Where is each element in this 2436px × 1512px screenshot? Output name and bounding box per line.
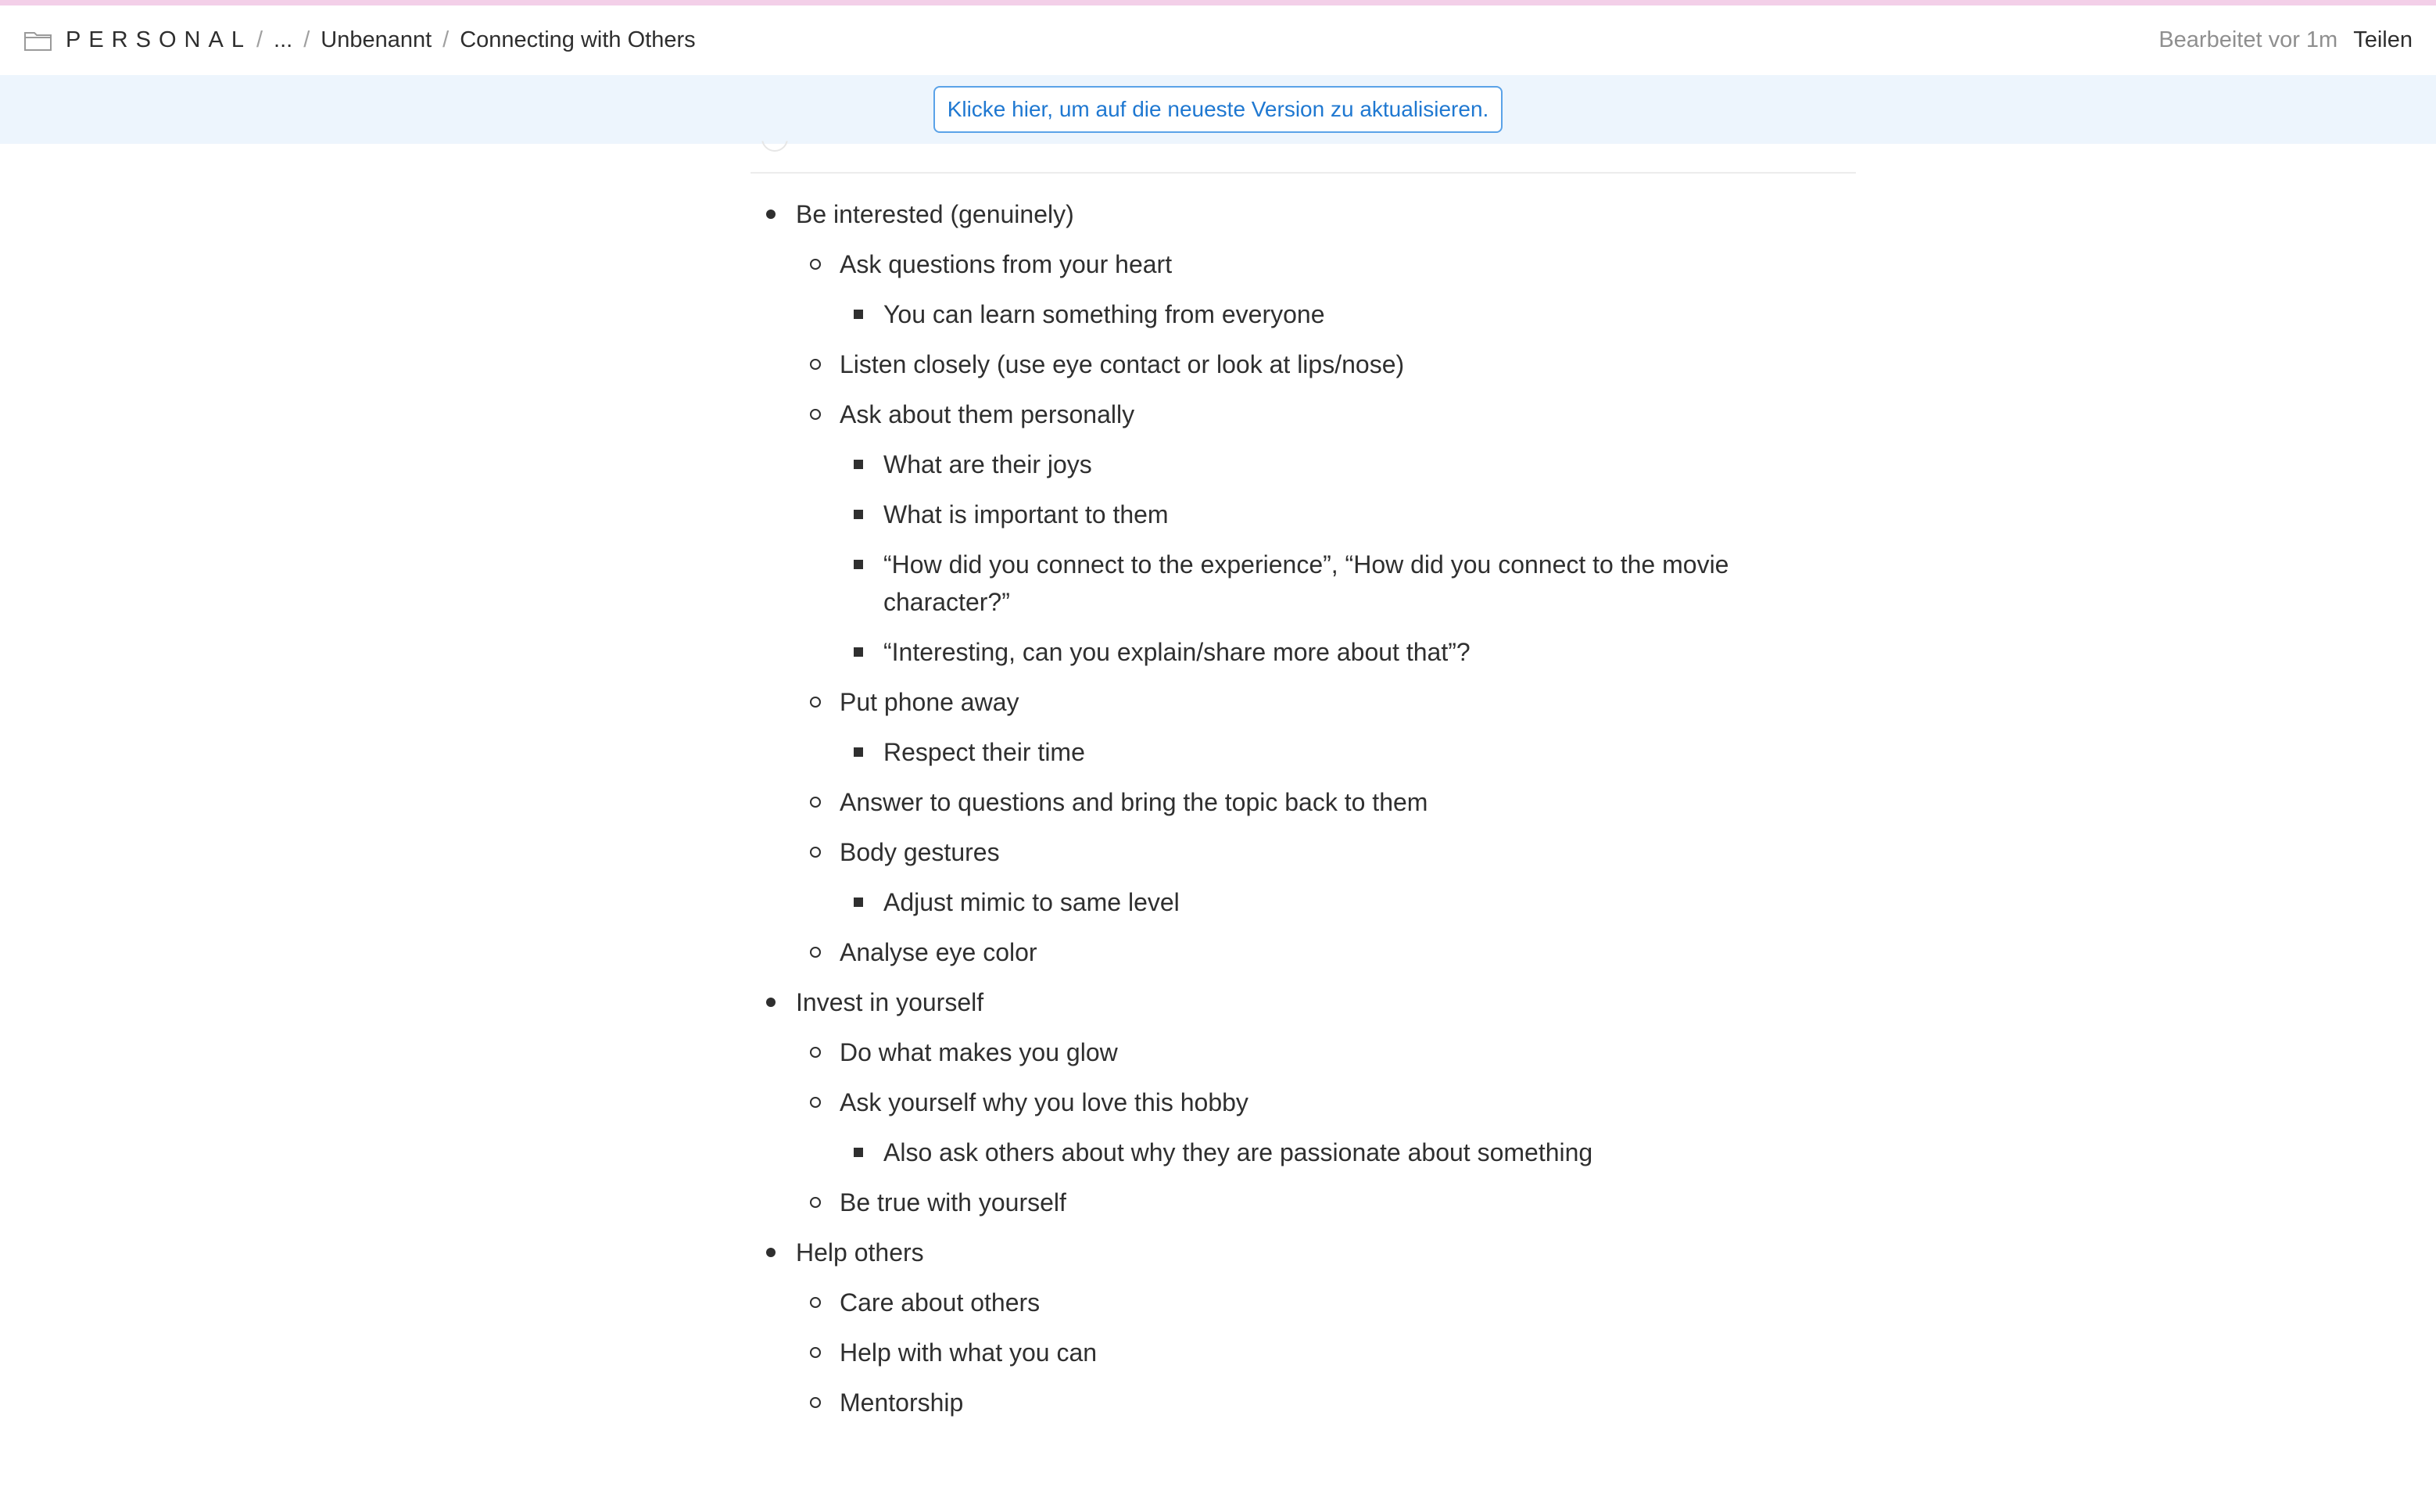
list-item-text: Ask questions from your heart: [840, 250, 1173, 278]
bullet-circle-icon: [810, 1184, 821, 1221]
list-item-text: Respect their time: [883, 738, 1085, 766]
list-item[interactable]: [751, 1384, 1856, 1421]
bullet-circle-icon: [810, 346, 821, 383]
list-item-text: “Interesting, can you explain/share more about that”?: [883, 638, 1471, 666]
list-item-text: Answer to questions and bring the topic back to them: [840, 788, 1428, 816]
bullet-square-icon: [854, 883, 863, 921]
bullet-circle-icon: [810, 1284, 821, 1321]
bullet-circle-icon: [810, 396, 821, 433]
document-outline[interactable]: [751, 195, 1856, 1434]
list-item-text: Put phone away: [840, 688, 1019, 716]
list-item-text: Ask yourself why you love this hobby: [840, 1088, 1248, 1116]
list-item-text: What is important to them: [883, 500, 1169, 528]
list-item-text: Ask about them personally: [840, 400, 1135, 428]
edited-status[interactable]: Bearbeitet vor 1m: [2158, 27, 2338, 52]
list-item-text: Help others: [796, 1238, 924, 1267]
bullet-square-icon: [854, 296, 863, 333]
list-item-text: Do what makes you glow: [840, 1038, 1118, 1066]
list-item[interactable]: [751, 733, 1856, 771]
share-button[interactable]: Teilen: [2353, 27, 2413, 52]
folder-icon: [23, 29, 53, 52]
bullet-circle-icon: [810, 245, 821, 283]
title-divider: [751, 172, 1856, 174]
list-item-text: Also ask others about why they are passionate about something: [883, 1138, 1593, 1166]
bullet-square-icon: [854, 496, 863, 533]
bullet-circle-icon: [810, 683, 821, 721]
list-item-text: Adjust mimic to same level: [883, 888, 1180, 916]
breadcrumb-parent[interactable]: Unbenannt: [321, 27, 432, 52]
list-item[interactable]: [751, 296, 1856, 333]
list-item-text: Body gestures: [840, 838, 1000, 866]
breadcrumb-ellipsis[interactable]: ...: [274, 27, 293, 52]
bullet-circle-icon: [810, 1034, 821, 1071]
bullet-square-icon: [854, 1134, 863, 1171]
list-item-text: Be true with yourself: [840, 1188, 1066, 1216]
list-item-text: Mentorship: [840, 1388, 964, 1417]
list-item-text: Listen closely (use eye contact or look at lips/nose): [840, 350, 1405, 378]
bullet-circle-icon: [810, 833, 821, 871]
list-item-text: Analyse eye color: [840, 938, 1037, 966]
list-item[interactable]: [751, 883, 1856, 921]
list-item[interactable]: [751, 1234, 1856, 1271]
list-item[interactable]: [751, 245, 1856, 283]
list-item[interactable]: [751, 1334, 1856, 1371]
bullet-circle-icon: [810, 783, 821, 821]
bullet-square-icon: [854, 733, 863, 771]
breadcrumb: [23, 27, 696, 53]
list-item-text: Care about others: [840, 1288, 1041, 1317]
bullet-circle-icon: [810, 933, 821, 971]
list-item[interactable]: [751, 1134, 1856, 1171]
list-item[interactable]: [751, 683, 1856, 721]
list-item[interactable]: [751, 346, 1856, 383]
list-item[interactable]: [751, 933, 1856, 971]
topbar-actions: [2158, 27, 2413, 53]
bullet-circle-icon: [810, 1084, 821, 1121]
list-item-text: Help with what you can: [840, 1338, 1098, 1367]
list-item-text: Invest in yourself: [796, 988, 984, 1016]
breadcrumb-separator: /: [442, 27, 450, 52]
bullet-square-icon: [854, 633, 863, 671]
top-accent-line: [0, 0, 2436, 5]
list-item-text: “How did you connect to the experience”, “How did you connect to the movie character?”: [883, 550, 1729, 616]
list-item[interactable]: [751, 1284, 1856, 1321]
list-item[interactable]: [751, 1084, 1856, 1121]
list-item[interactable]: [751, 633, 1856, 671]
bullet-circle-icon: [810, 1334, 821, 1371]
list-item[interactable]: [751, 984, 1856, 1021]
bullet-disc-icon: [766, 195, 776, 233]
list-item-text: Be interested (genuinely): [796, 200, 1074, 228]
breadcrumb-separator: /: [256, 27, 263, 52]
list-item[interactable]: [751, 1184, 1856, 1221]
bullet-circle-icon: [810, 1384, 821, 1421]
list-item[interactable]: [751, 496, 1856, 533]
update-banner: [0, 75, 2436, 144]
bullet-disc-icon: [766, 1234, 776, 1271]
list-item[interactable]: [751, 1034, 1856, 1071]
top-bar: [0, 5, 2436, 75]
list-item[interactable]: [751, 833, 1856, 871]
bullet-disc-icon: [766, 984, 776, 1021]
breadcrumb-separator: /: [303, 27, 310, 52]
list-item-text: What are their joys: [883, 450, 1092, 478]
update-version-button[interactable]: Klicke hier, um auf die neueste Version zu aktualisieren.: [933, 86, 1503, 133]
list-item[interactable]: [751, 446, 1856, 483]
breadcrumb-root[interactable]: PERSONAL: [66, 27, 252, 52]
list-item[interactable]: [751, 195, 1856, 233]
breadcrumb-current-page[interactable]: Connecting with Others: [460, 27, 696, 52]
list-item-text: You can learn something from everyone: [883, 300, 1325, 328]
bullet-square-icon: [854, 546, 863, 583]
list-item[interactable]: [751, 546, 1856, 621]
list-item[interactable]: [751, 396, 1856, 433]
bullet-square-icon: [854, 446, 863, 483]
list-item[interactable]: [751, 783, 1856, 821]
